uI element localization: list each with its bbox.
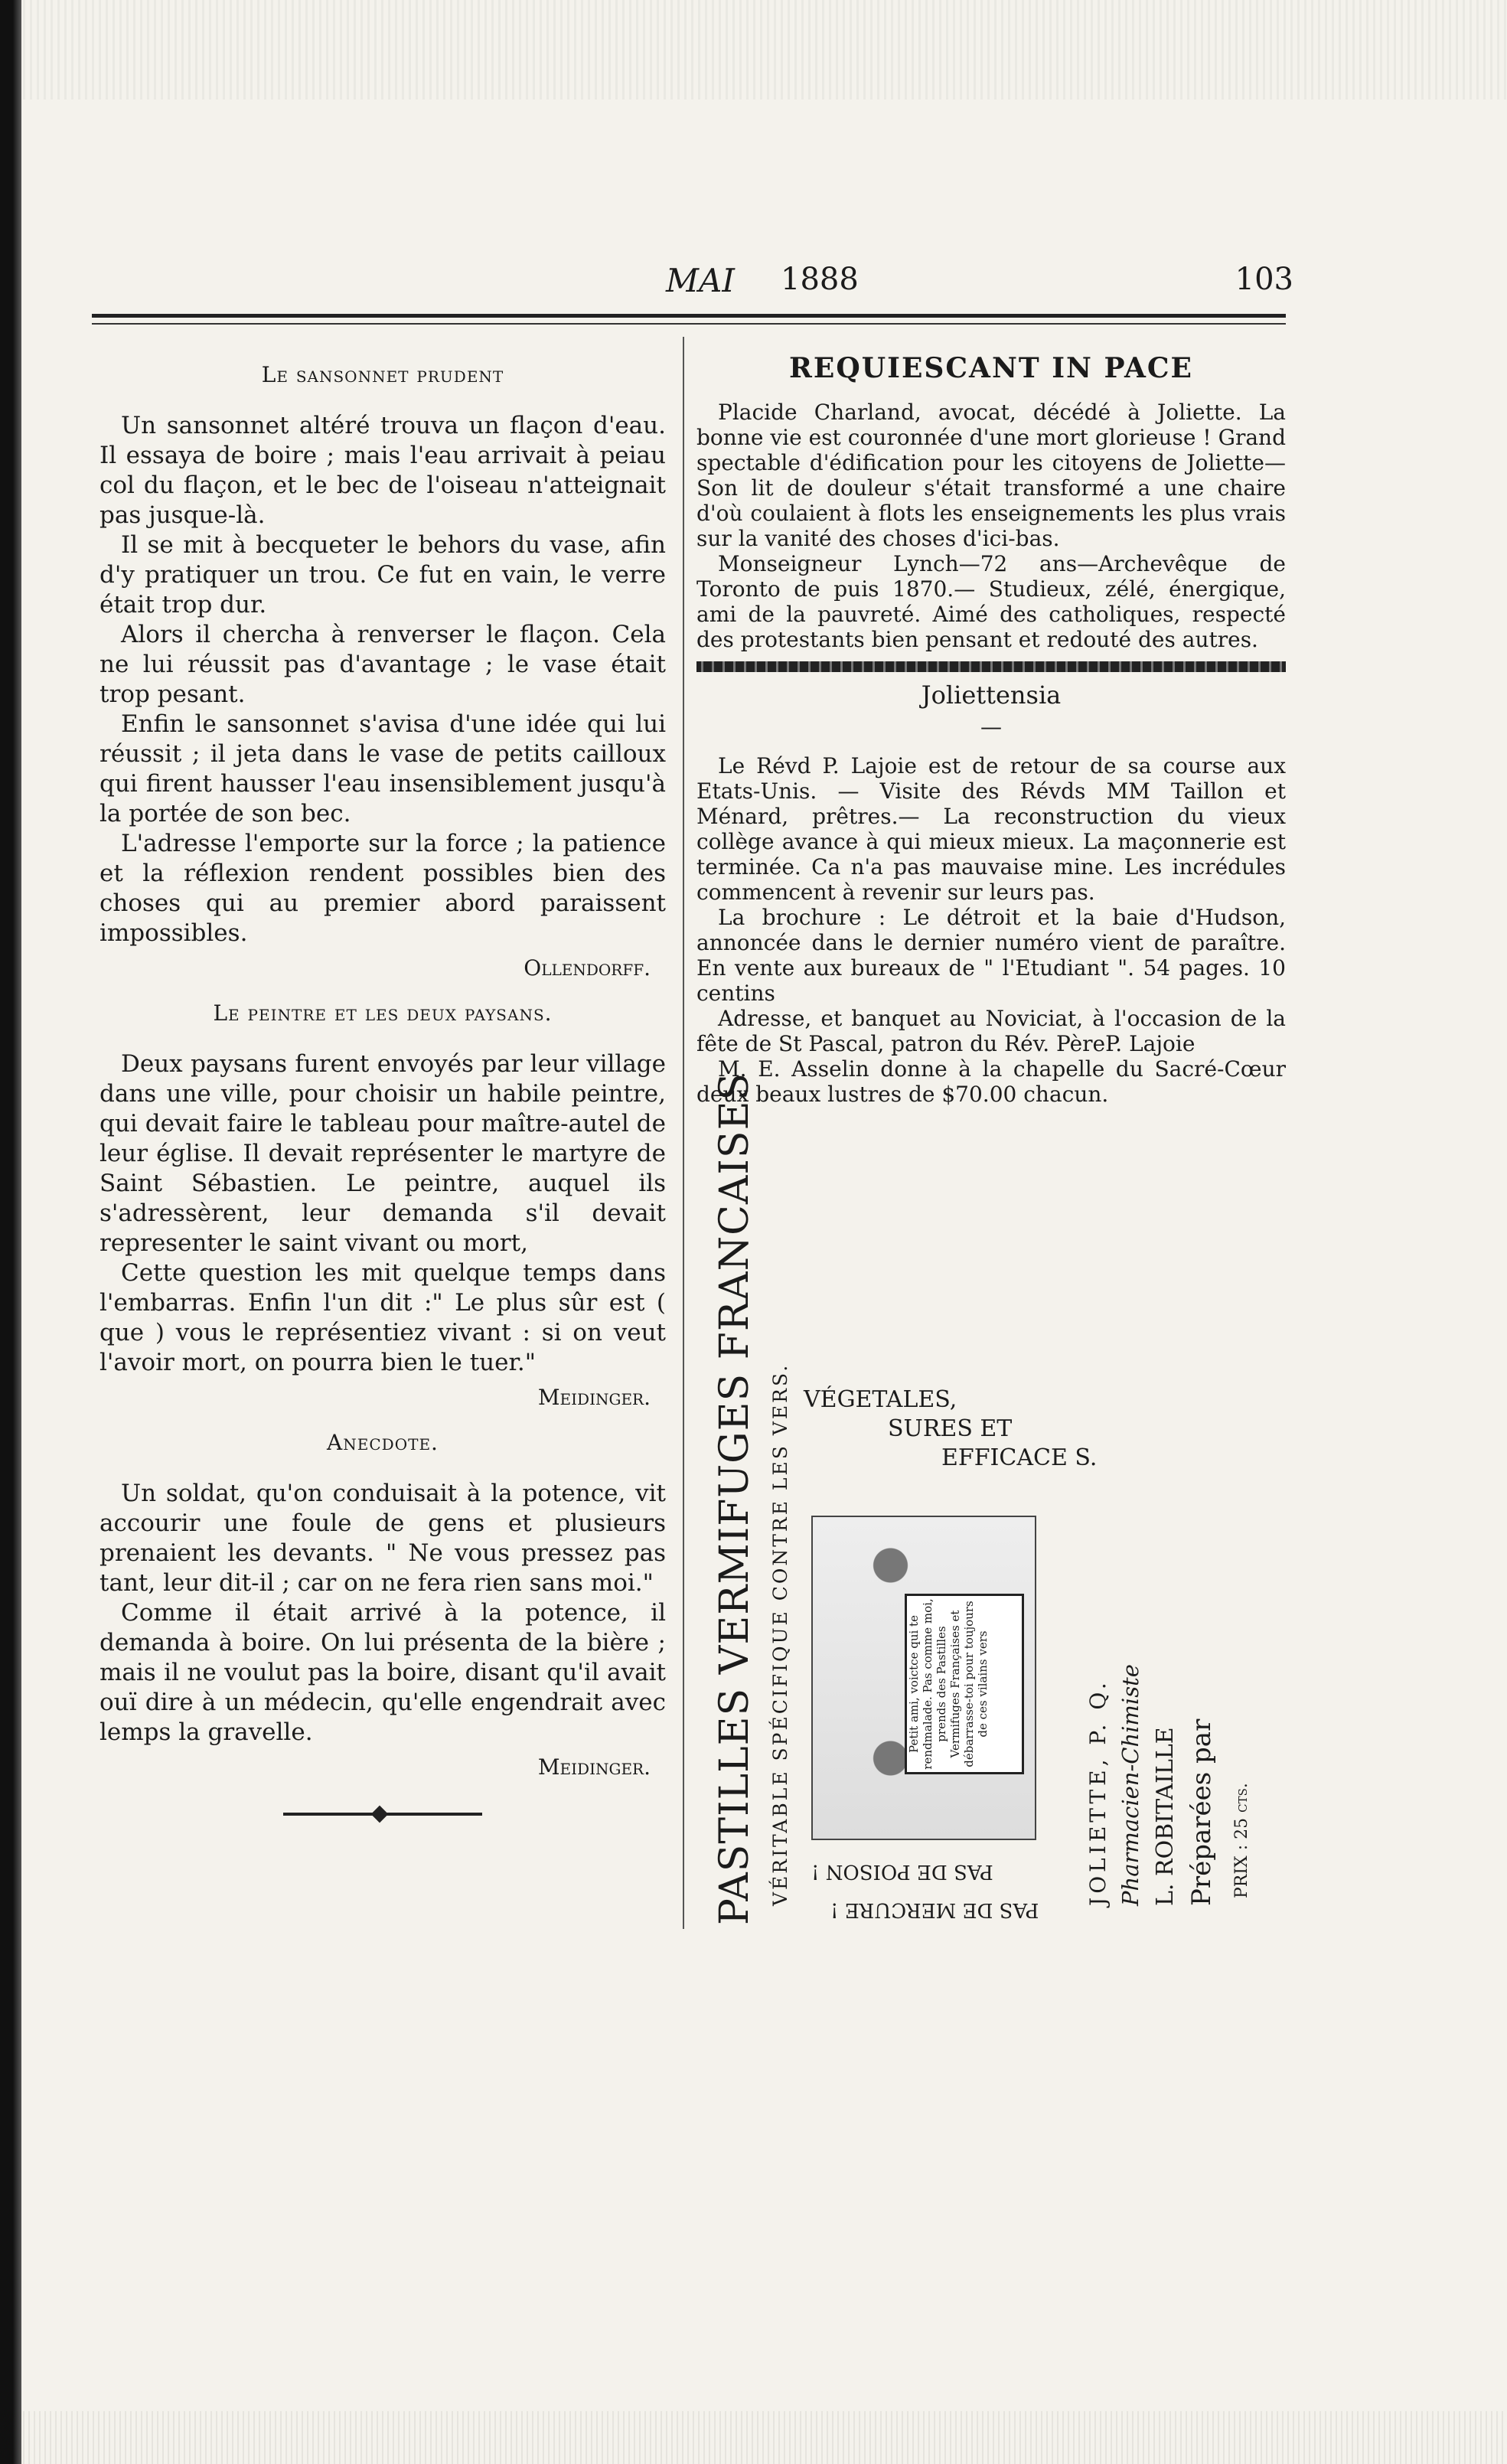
running-head <box>92 262 1293 308</box>
joliettensia-paragraph: La brochure : Le détroit et la baie d'Hudson, annoncée dans le dernier numéro vient de paraître. En vente aux bureaux de " l'Etudiant ". 54 pages. 10 centins <box>696 905 1286 1006</box>
sansonnet-paragraph: Enfin le sansonnet s'avisa d'une idée qui lui réussit ; il jeta dans le vase de petits cailloux qui firent hausser l'eau insensiblement jusqu'à la portée de son bec. <box>99 710 666 827</box>
anecdote-paragraph: Un soldat, qu'on conduisait à la potence, vit accourir une foule de gens et plusieurs prenaient les devants. " Ne vous pressez pas tant, leur dit-il ; car on ne fera rien sans moi." <box>99 1480 666 1597</box>
joliettensia-paragraph: M. E. Asselin donne à la chapelle du Sacré-Cœur deux beaux lustres de $70.00 chacun. <box>696 1056 1286 1107</box>
ad-place: JOLIETTE, P. Q. <box>1085 1679 1111 1906</box>
ad-illustration <box>811 1516 1036 1840</box>
ornamental-divider <box>696 661 1286 672</box>
ad-no-mercury: PAS DE MERCURE ! <box>830 1898 1039 1921</box>
column-rule <box>683 337 684 1929</box>
joliettensia-title: Joliettensia <box>921 680 1062 710</box>
ad-maker-role: Pharmacien-Chimiste <box>1117 1664 1143 1906</box>
requiescant-paragraph: Placide Charland, avocat, décédé à Joliette. La bonne vie est couronnée d'une mort glorieuse ! Grand spectable d'édification pour les citoyens de Joliette— Son lit de douleur s'était transformé a une chaire d'où coulaient à flots les enseignements les plus vrais sur la vanité des choses d'ici-bas. <box>696 400 1286 551</box>
ad-maker: L. ROBITAILLE <box>1152 1727 1179 1906</box>
peintre-paragraph: Deux paysans furent envoyés par leur village dans une ville, pour choisir un habile peintre, qui devait faire le tableau pour maître-autel de leur église. Il devait représenter le martyre de Saint Sébastien. Le peintre, auquel ils s'adressèrent, leur demanda s'il devait representer le saint vivant ou mort, <box>99 1050 666 1257</box>
ad-subtitle: VÉRITABLE SPÉCIFIQUE CONTRE LES VERS. <box>769 1363 791 1906</box>
peintre-paragraph: Cette question les mit quelque temps dans l'embarras. Enfin l'un dit :" Le plus sûr est ( que ) vous le représentiez vivant : si on veut l'avoir mort, on pourra bien le tuer." <box>99 1259 666 1376</box>
header-year: 1888 <box>781 262 859 297</box>
end-flourish <box>283 1813 482 1816</box>
left-column <box>99 360 666 1816</box>
right-column <box>696 352 1286 1107</box>
peintre-signature: Meidinger. <box>537 1385 651 1410</box>
joliettensia-paragraph: Le Révd P. Lajoie est de retour de sa course aux Etats-Unis. — Visite des Révds MM Taillon et Ménard, prêtres.— La reconstruction du vieux collège avance à qui mieux mieux. La maçonnerie est terminée. Ca n'a pas mauvaise mine. Les incrédules commencent à revenir sur leurs pas. <box>696 753 1286 905</box>
header-rule-thick <box>92 314 1286 318</box>
sansonnet-paragraph: Il se mit à becqueter le behors du vase, afin d'y pratiquer un trou. Ce fut en vain, le verre était trop dur. <box>99 531 666 618</box>
scan-noise-top <box>23 0 1507 100</box>
sansonnet-paragraph: Un sansonnet altéré trouva un flaçon d'eau. Il essaya de boire ; mais l'eau arrivait à peiau col du flaçon, et le bec de l'oiseau n'atteignait pas jusque-là. <box>99 412 666 529</box>
anecdote-paragraph: Comme il était arrivé à la potence, il demanda à boire. On lui présenta de la bière ; mais il ne voulut pas la boire, disant qu'il avait ouï dire à un médecin, qu'elle engendrait avec lemps la gravelle. <box>99 1599 666 1746</box>
requiescant-title: REQUIESCANT IN PACE <box>789 352 1193 384</box>
ad-prepared-by: Préparées par <box>1186 1718 1217 1906</box>
ad-sign-card <box>905 1594 1024 1774</box>
header-month: MAI <box>666 262 735 299</box>
ad-product-name: PASTILLES VERMIFUGES FRANCAISES <box>712 1072 758 1925</box>
joliettensia-paragraph: Adresse, et banquet au Noviciat, à l'occasion de la fête de St Pascal, patron du Rév. PèreP. Lajoie <box>696 1006 1286 1056</box>
ad-price: PRIX : 25 cts. <box>1232 1783 1251 1898</box>
binding-edge <box>0 0 21 2464</box>
ad-quality: SURES ET <box>888 1415 1013 1442</box>
sansonnet-paragraph: Alors il chercha à renverser le flaçon. Cela ne lui réussit pas d'avantage ; le vase était trop pesant. <box>99 621 666 708</box>
anecdote-signature: Meidinger. <box>537 1754 651 1780</box>
sansonnet-paragraph: L'adresse l'emporte sur la force ; la patience et la réflexion rendent possibles bien des choses qui au premier abord paraissent impossibles. <box>99 830 666 947</box>
scan-noise-bottom <box>23 2411 1507 2464</box>
page-number: 103 <box>1235 262 1293 297</box>
ad-qualities <box>804 1385 1097 1473</box>
requiescant-paragraph: Monseigneur Lynch—72 ans—Archevêque de Toronto de puis 1870.— Studieux, zélé, énergique, ami de la pauvreté. Aimé des catholiques, respecté des protestants bien pensant et redouté des autres. <box>696 551 1286 652</box>
header-rule-thin <box>92 323 1286 325</box>
peintre-title: Le peintre et les deux paysans. <box>213 1000 553 1026</box>
sansonnet-signature: Ollendorff. <box>524 955 651 981</box>
ad-quality: EFFICACE S. <box>941 1444 1098 1471</box>
joliettensia-dash: — <box>980 714 1002 739</box>
ad-quality: VÉGETALES, <box>804 1386 957 1413</box>
ad-sign-text: Petit ami, voictce qui te rendmalade. Pas comme moi, prends des Pastilles Vermifuges Françaises et débarrasse-toi pour toujours de ces vilains vers <box>907 1598 990 1770</box>
sansonnet-title: Le sansonnet prudent <box>261 362 504 387</box>
anecdote-title: Anecdote. <box>327 1430 439 1455</box>
ad-no-poison: PAS DE POISON ! <box>811 1860 993 1883</box>
